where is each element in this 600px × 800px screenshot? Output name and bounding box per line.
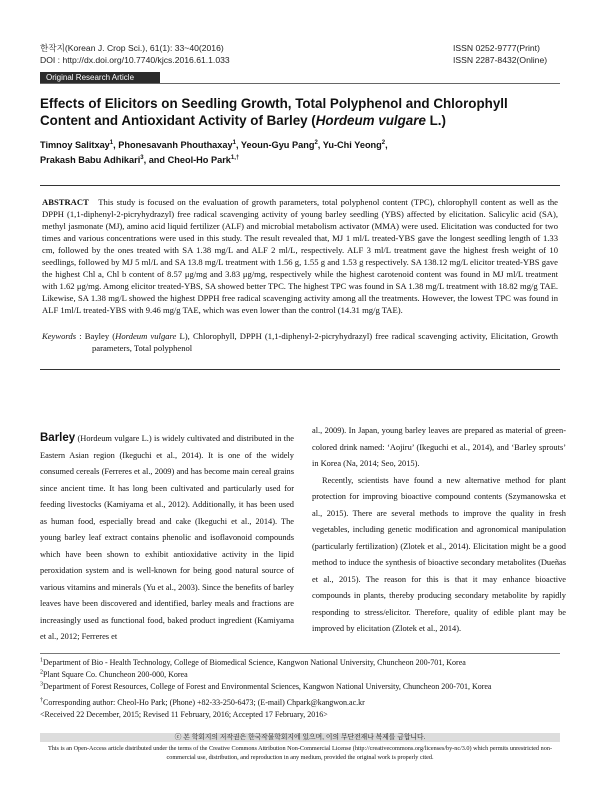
article-type-badge: Original Research Article [40, 72, 160, 84]
header-divider [40, 83, 560, 84]
affiliation-mark: 1 [40, 657, 43, 664]
author-affiliation-mark: 1,† [230, 154, 240, 161]
body-column-right [312, 423, 566, 638]
issn-print: ISSN 0252-9777(Print) [453, 43, 540, 53]
author-name: Yu-Chi Yeong [322, 140, 382, 150]
affiliation-text: Department of Forest Resources, College of Forest and Environmental Sciences, Kangwon National University, Chuncheon 200-701, Korea [43, 682, 492, 691]
journal-citation: 한작지(Korean J. Crop Sci.), 61(1): 33~40(2016) [40, 43, 224, 53]
author-list: Timnoy Salitxay$^1$, Phonesavanh Phouthaxay$^1$, Yeoun-Gyu Pang$^2$, Yu-Chi Yeong$^2$, Prakash Babu Adhikari$^3$, and Cheol-Ho Park$^{1,\dagger}$ [40, 139, 388, 165]
affiliation-2 [40, 669, 560, 681]
author-affiliation-mark: 2 [314, 139, 318, 146]
elicitation-paragraph: Recently, scientists have found a new alternative method for plant protection for improving bioactive compound contents (Szymanowska et al., 2015). There are several methods to improve the quality in fresh vegetables, including genetic modification and agronomical manipulation (particularly fertilization) (Zlotek et al., 2014). Elicitation might be a good method to induce the synthesis of bioactive secondary metabolites (Dueñas et al., 2015). The reason for this is that it may enhance bioactive compounds in plants, thereby producing secondary metabolite by rapidly responding to stress/elicitor. Therefore, quality of edible plant may be improved by elicitation (Zlotek et al., 2014). [312, 475, 566, 633]
author-name: Yeoun-Gyu Pang [240, 140, 315, 150]
issn-online: ISSN 2287-8432(Online) [453, 55, 548, 65]
author-name: Prakash Babu Adhikari [40, 154, 141, 165]
intro-text: (Hordeum vulgare L.) is widely cultivated and distributed in the Eastern Asian region (Ikeguchi et al., 2014). It is one of the widely consumed cereals (Ferreres et al., 2009) and has become main cereal grains since ancient time. It has long been cultivated and particularly used for feeding livestocks (Kamiyama et al., 2012). Additionally, it has been used as human food, especially bread and cake (Ikeguchi et al., 2014). The young barley leaf extract contains phenolic and isoflavonoid compounds which have been shown to exhibit antioxidative activity in the lipid peroxidation system and is well-known for being good natural source of various vitamins and minerals (Yu et al., 2003). Since the benefits of barley leaves have been discovered and identified, barley meals and fractions are increasingly used as functional food, baked product ingredient (Kamiyama et al., 2012; Ferreres et [40, 434, 294, 641]
affiliation-1 [40, 657, 560, 669]
keywords-pre: : Bayley ( [76, 331, 116, 341]
abstract-section [40, 185, 560, 370]
footnote-divider [40, 653, 560, 654]
abstract-label: ABSTRACT [42, 197, 89, 207]
affiliation-mark: 2 [40, 669, 43, 676]
author-affiliation-mark: 3 [140, 154, 144, 161]
copyright-notice: ⓒ 본 학회지의 저작권은 한국작물학회지에 있으며, 이의 무단전재나 복제를 금합니다. [174, 734, 426, 741]
license-text: This is an Open-Access article distributed under the terms of the Creative Commons Attribution Non-Commercial License (http://creativecommons.org/licenses/by-nc/3.0) which permits unrestricted non-commercial use, distribution, and reproduction in any medium, provided the original work is properly cited. [47, 745, 553, 761]
body-column-left [40, 430, 294, 646]
affiliation-3 [40, 681, 560, 693]
keywords-list: L), Chlorophyll, DPPH (1,1-diphenyl-2-picryhydrazyl) free radical scavenging activity, Elicitation, Growth parameters, Total polyphenol [92, 331, 558, 353]
lead-word: Barley [40, 432, 76, 444]
author-affiliation-mark: 1 [109, 139, 114, 146]
title-end: L.) [425, 113, 446, 128]
author-name: Cheol-Ho Park [167, 154, 231, 165]
keywords-species: Hordeum vulgare [115, 331, 177, 341]
article-title [40, 95, 560, 129]
author-affiliation-mark: 1 [232, 139, 236, 146]
intro-paragraph [40, 430, 294, 646]
doi-link[interactable]: DOI : http://dx.doi.org/10.7740/kjcs.2016.61.1.033 [40, 55, 230, 65]
corresponding-mark: † [40, 697, 43, 704]
corresponding-author [40, 697, 560, 709]
footnotes [40, 657, 560, 721]
abstract-text: This study is focused on the evaluation of growth parameters, total polyphenol content (TPC), chlorophyll content as well as the DPPH (1,1-diphenyl-2-picryhydrazyl) free radical scavenging activity of young barley seedling (YBS) affected by elicitation. Salicylic acid (SA), methyl jasmonate (MJ), amino acid liquid fertilizer (ALF) and microbial metabolism activator (MMA) were used. Elicitation was conducted for two times and various concentrations were used in this study. The result revealed that, MJ 1 ml/L treated-YBS gave the longest seedling length of 1.33 cm, followed by the ones treated with SA 1.38 mg/L and ALF 2 ml/L, respectively. ALF 3 ml/L treatment gave the highest fresh weight of 10 seedlings, followed by MJ 5 ml/L and SA 13.8 mg/L treatment with 1.56 g, 1.55 g and 1.53 g respectively. SA 138.12 mg/L elicitor treated-YBS gave the highest Chl a, Chl b content of 8.57 μg/mg and 3.83 μg/mg, respectively while the highest carotenoid content was found in MJ ml/L treatment with 1.62 μg/mg. Among elicitor treated-YBS, SA showed better TPC. The highest TPC was found in SA 1.38 mg/L treatment with 18.82 mg/g TAE. Likewise, SA 1.38 mg/L showed the highest DPPH free radical scavenging activity among all the treatments. However, the lowest TPC was found in ALF 1ml/L treated-YBS with 9.46 mg/g TAE, which was even lower than the control (14.31 mg/g TAE). [42, 197, 558, 315]
abstract-paragraph [42, 196, 558, 316]
title-text: Effects of Elicitors on Seedling Growth, Total Polyphenol and Chlorophyll Content and Antioxidant Activity of Barley ( [40, 96, 508, 128]
keywords-line [42, 330, 558, 354]
affiliation-text: Department of Bio - Health Technology, College of Biomedical Science, Kangwon National University, Chuncheon 200-701, Korea [43, 658, 466, 667]
intro-continuation: al., 2009). In Japan, young barley leaves are prepared as material of green-colored drink named: ‘Aojiru’ (Ikeguchi et al., 2014), and ‘Barley sprouts’ in Korea (Na, 2014; Seo, 2015). [312, 426, 566, 468]
affiliation-mark: 3 [40, 681, 43, 688]
author-name: Timnoy Salitxay [40, 140, 110, 150]
keywords-label: Keywords [42, 331, 77, 341]
received-dates: <Received 22 December, 2015; Revised 11 February, 2016; Accepted 17 February, 2016> [40, 710, 328, 719]
affiliation-text: Plant Square Co. Chuncheon 200-000, Korea [43, 670, 188, 679]
author-name: Phonesavanh Phouthaxay [118, 140, 233, 150]
corresponding-text: Corresponding author: Cheol-Ho Park; (Phone) +82-33-250-6473; (E-mail) Chpark@kangwon.ac.kr [43, 698, 365, 707]
author-affiliation-mark: 2 [381, 139, 386, 146]
title-species: Hordeum vulgare [315, 113, 426, 128]
